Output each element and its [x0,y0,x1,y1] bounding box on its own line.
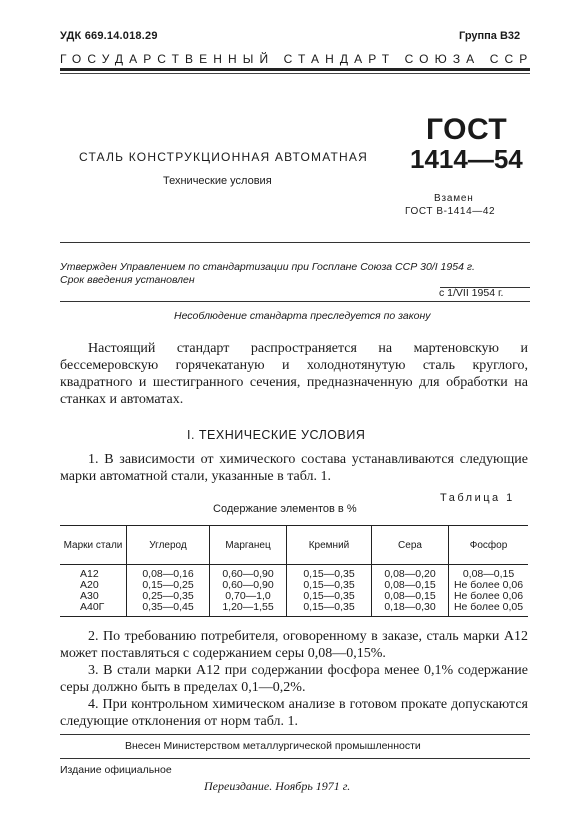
table-cell: А30 [80,590,99,602]
table-cell: 0,18—0,30 [372,602,449,617]
standard-header: ГОСУДАРСТВЕННЫЙ СТАНДАРТ СОЮЗА ССР [60,52,534,66]
col-header: Кремний [287,526,372,565]
table-cell: Не более 0,06 [449,591,529,602]
table-cell: 0,70—1,0 [210,591,287,602]
clause-4: 4. При контрольном химическом анализе в готовом прокате допускаются следующие отклонения от норм табл. 1. [60,697,528,729]
table-cell: 0,08—0,15 [372,580,449,591]
table-cell: А12 [80,568,99,580]
legal-notice: Несоблюдение стандарта преследуется по закону [174,310,431,322]
effective-label: Срок введения установлен [60,274,195,286]
replaces-value: ГОСТ В-1414—42 [405,206,496,217]
table-label: Таблица 1 [440,492,515,504]
divider [60,758,530,759]
table-cell: 0,15—0,35 [287,591,372,602]
introduced-by: Внесен Министерством металлургической промышленности [125,740,421,752]
section-heading: I. ТЕХНИЧЕСКИЕ УСЛОВИЯ [187,428,366,442]
col-header: Марганец [210,526,287,565]
col-header: Сера [372,526,449,565]
gost-number: 1414—54 [410,144,523,174]
clause-2: 2. По требованию потребителя, оговоренному в заказе, сталь марки А12 может поставляться с содержанием серы 0,08—0,15%. [60,629,528,661]
table-cell: А20 [80,579,99,591]
col-header: Углерод [127,526,210,565]
table-cell: 0,25—0,35 [127,591,210,602]
col-header: Марки стали [60,526,127,565]
table-cell: Не более 0,06 [449,580,529,591]
table-cell: 0,08—0,15 [372,591,449,602]
table-header-row [60,526,528,565]
table-row [60,602,528,617]
table-cell: 0,35—0,45 [127,602,210,617]
official-edition: Издание официальное [60,764,172,776]
gost-label: ГОСТ [426,113,508,146]
table-cell: 0,15—0,25 [127,580,210,591]
table-cell: 0,60—0,90 [210,565,287,581]
header-rule-thick [60,68,530,71]
document-subtitle: Технические условия [163,175,272,187]
table-cell: 0,08—0,20 [372,565,449,581]
table-cell: 0,15—0,35 [287,565,372,581]
table-cell: 0,15—0,35 [287,602,372,617]
header-rule-thin [60,73,530,74]
effective-date: с 1/VII 1954 г. [439,287,504,299]
divider [60,734,530,735]
udk-code: УДК 669.14.018.29 [60,30,158,42]
table-cell: 0,60—0,90 [210,580,287,591]
divider [60,301,530,302]
clause-1: 1. В зависимости от химического состава устанавливаются следующие марки автоматной стали, указанные в табл. 1. [60,452,528,484]
col-header: Фосфор [449,526,529,565]
approval-line: Утвержден Управлением по стандартизации при Госплане Союза ССР 30/I 1954 г. [60,261,475,273]
group-code: Группа В32 [459,30,521,42]
table-cell: 0,08—0,16 [127,565,210,581]
document-title: СТАЛЬ КОНСТРУКЦИОННАЯ АВТОМАТНАЯ [79,150,368,164]
reissue-note: Переиздание. Ноябрь 1971 г. [204,779,351,793]
table-cell: 1,20—1,55 [210,602,287,617]
table-cell: 0,15—0,35 [287,580,372,591]
intro-paragraph: Настоящий стандарт распространяется на мартеновскую и бессемеровскую горячекатаную и холоднотянутую сталь круглого, квадратного и шестигранного сечения, предназначенную для обработки на станках и автоматах. [60,341,528,407]
table-cell: А40Г [60,602,127,617]
table-row [60,565,528,581]
clause-3: 3. В стали марки А12 при содержании фосфора менее 0,1% содержание серы должно быть в пределах 0,1—0,2%. [60,663,528,695]
replaces-label: Взамен [434,193,474,204]
divider [60,242,530,243]
table-cell: 0,08—0,15 [449,565,529,581]
composition-table [60,525,528,617]
table-caption: Содержание элементов в % [213,503,357,515]
table-cell: Не более 0,05 [449,602,529,617]
